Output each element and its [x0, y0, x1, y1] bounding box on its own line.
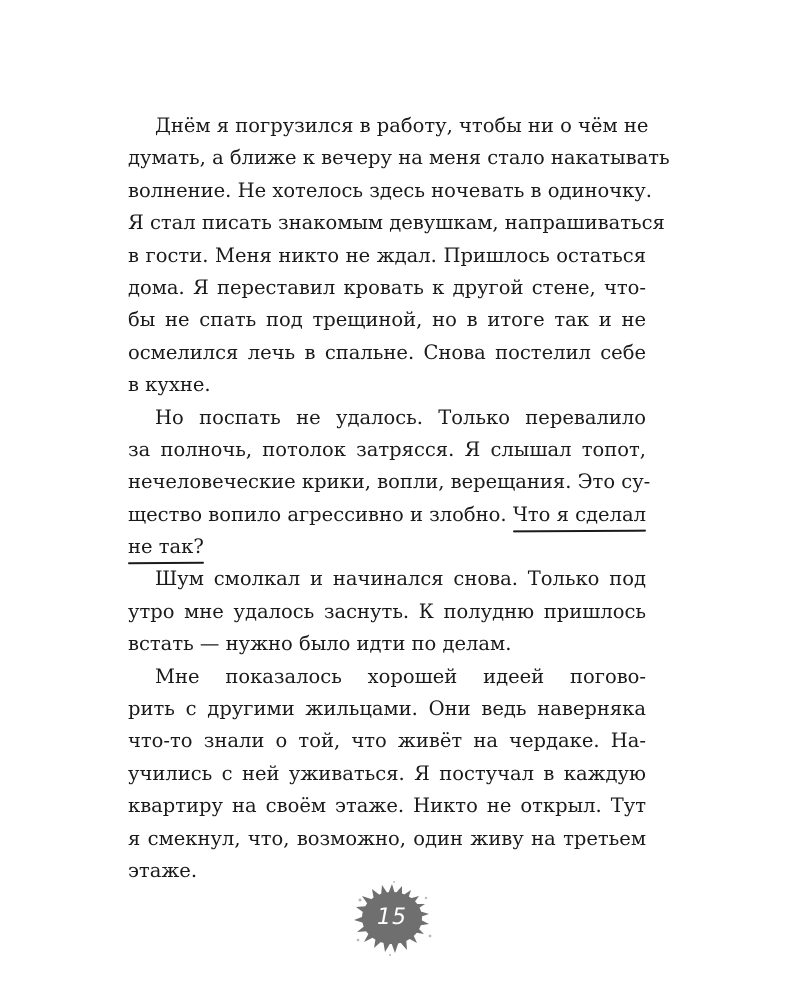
text-segment: щество вопило агрессивно и злобно.	[128, 502, 507, 526]
text-line: Но поспать не удалось. Только перевалило	[155, 405, 646, 429]
text-line: Шум смолкал и начинался снова. Только под	[155, 567, 646, 591]
page-number-badge	[350, 880, 434, 956]
text-line: этаже.	[128, 858, 198, 882]
text-line: осмелился лечь в спальне. Снова постелил себе	[128, 340, 646, 364]
text-line: в кухне.	[128, 373, 211, 397]
text-line: что-то знали о той, что живёт на чердаке. На-	[128, 729, 646, 753]
text-line: рить с другими жильцами. Они ведь наверняка	[128, 697, 646, 721]
text-line: квартиру на своём этаже. Никто не открыл. Тут	[128, 794, 646, 818]
text-line	[128, 499, 646, 531]
underlined-phrase: не так?	[128, 535, 204, 559]
text-line: волнение. Не хотелось здесь ночевать в одиночку.	[128, 178, 652, 202]
text-line: нечеловеческие крики, вопли, верещания. Это су-	[128, 470, 651, 494]
text-line: дома. Я переставил кровать к другой стене, что-	[128, 275, 646, 299]
text-line: бы не спать под трещиной, но в итоге так и не	[128, 308, 646, 332]
text-line: Днём я погрузился в работу, чтобы ни о чём не	[155, 114, 649, 137]
text-line: Мне показалось хорошей идеей погово-	[155, 664, 646, 688]
text-line	[128, 531, 646, 563]
page-number: 15	[377, 905, 407, 930]
text-line: утро мне удалось заснуть. К полудню пришлось	[128, 599, 646, 623]
text-line: за полночь, потолок затрясся. Я слышал топот,	[128, 437, 646, 461]
text-line: встать — нужно было идти по делам.	[128, 632, 512, 656]
text-line: в гости. Меня никто не ждал. Пришлось остаться	[128, 243, 646, 267]
text-line: я смекнул, что, возможно, один живу на третьем	[128, 826, 646, 850]
text-line: учились с ней уживаться. Я постучал в каждую	[128, 761, 646, 785]
body-text	[128, 110, 670, 887]
underlined-phrase: Что я сделал	[512, 502, 646, 526]
text-line: Я стал писать знакомым девушкам, напрашиваться	[128, 211, 665, 235]
text-line: думать, а ближе к вечеру на меня стало накатывать	[128, 146, 670, 170]
